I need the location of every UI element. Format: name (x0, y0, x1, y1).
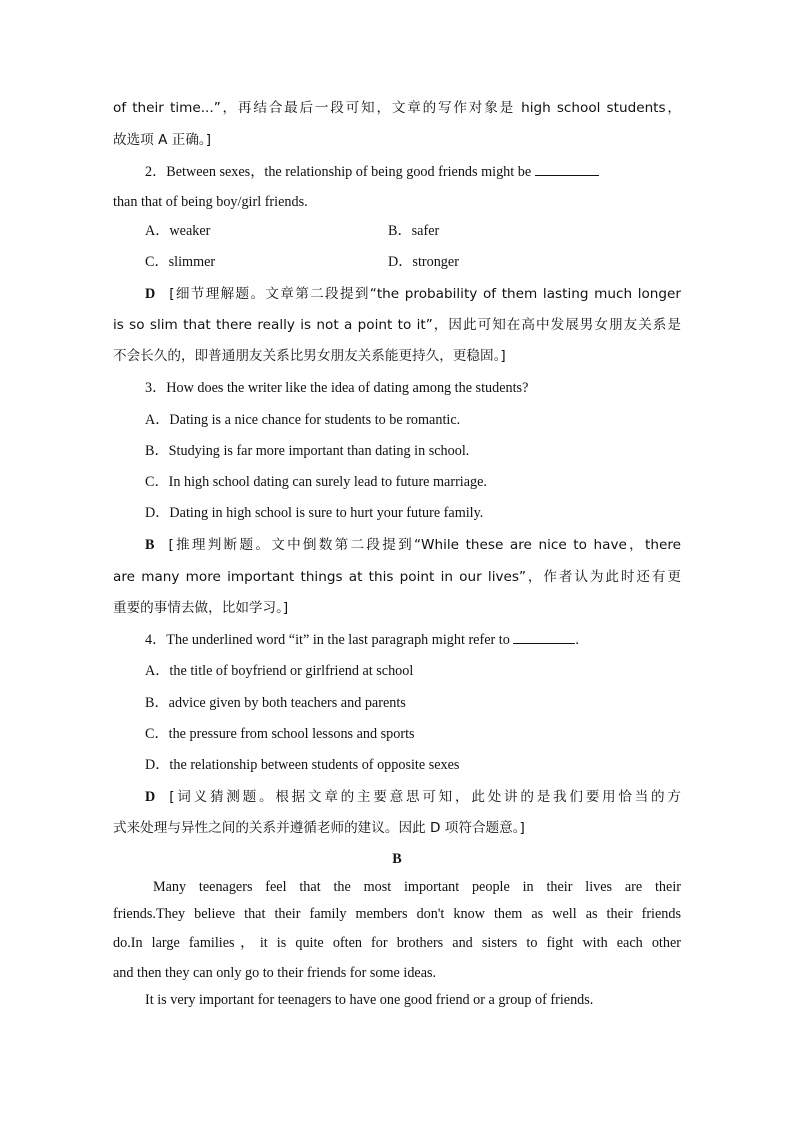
q2-options-row2 (145, 252, 681, 272)
q2-option-a: A．weaker (145, 223, 211, 239)
passage-line: do.In large families，it is quite often for brothers and sisters to fight with each other (113, 935, 681, 951)
q2-stem-line1: 2．Between sexes，the relationship of being good friends might be (145, 162, 681, 182)
q2-option-d: D．stronger (388, 254, 459, 270)
q2-explanation-line3: 不会长久的，即普通朋友关系比男女朋友关系能更持久，更稳固。] (113, 348, 506, 364)
q4-option-c: C．the pressure from school lessons and sports (145, 726, 415, 742)
q3-answer: B (145, 537, 155, 553)
explanation-q1-line2: 故选项 A 正确。] (113, 132, 212, 148)
q4-stem: 4．The underlined word “it” in the last paragraph might refer to . (145, 632, 579, 648)
q3-stem: 3．How does the writer like the idea of dating among the students? (145, 380, 529, 396)
q4-explanation-line2: 式来处理与异性之间的关系并遵循老师的建议。因此 D 项符合题意。] (113, 820, 525, 836)
q2-option-b: B．safer (388, 223, 440, 239)
q2-options-row1 (145, 221, 681, 241)
q2-answer: D (145, 286, 156, 302)
passage-line: It is very important for teenagers to have one good friend or a group of friends. (145, 992, 594, 1008)
explanation-q1-line1: of their time...”，再结合最后一段可知，文章的写作对象是 high school students， (113, 100, 681, 116)
passage-line: Many teenagers feel that the most important people in their lives are their (153, 879, 681, 895)
q4-answer: D (145, 789, 156, 805)
answer-blank (513, 630, 575, 644)
q3-explanation-line2: are many more important things at this point in our lives”，作者认为此时还有更 (113, 569, 681, 585)
q4-option-d: D．the relationship between students of opposite sexes (145, 757, 460, 773)
q3-explanation-line1: B [推理判断题。文中倒数第二段提到“While these are nice to have，there (145, 537, 681, 553)
q4-option-a: A．the title of boyfriend or girlfriend at school (145, 663, 414, 679)
q3-option-b: B．Studying is far more important than dating in school. (145, 443, 470, 459)
answer-blank (535, 162, 599, 176)
q3-option-c: C．In high school dating can surely lead to future marriage. (145, 474, 487, 490)
q4-explanation-line1: D [词义猜测题。根据文章的主要意思可知，此处讲的是我们要用恰当的方 (145, 789, 681, 805)
q2-stem-line2: than that of being boy/girl friends. (113, 194, 308, 210)
q3-explanation-line3: 重要的事情去做，比如学习。] (113, 600, 289, 616)
q2-option-c: C．slimmer (145, 254, 216, 270)
section-heading: B (392, 851, 402, 867)
passage-line: and then they can only go to their friends for some ideas. (113, 965, 437, 981)
q4-option-b: B．advice given by both teachers and parents (145, 695, 406, 711)
q2-explanation-line2: is so slim that there really is not a point to it”，因此可知在高中发展男女朋友关系是 (113, 317, 681, 333)
q3-option-d: D．Dating in high school is sure to hurt your future family. (145, 505, 484, 521)
q3-option-a: A．Dating is a nice chance for students to be romantic. (145, 412, 461, 428)
passage-line: friends.They believe that their family members don't know them as well as their friends (113, 906, 681, 922)
q2-explanation-line1: D [细节理解题。文章第二段提到“the probability of them lasting much longer (145, 286, 681, 302)
